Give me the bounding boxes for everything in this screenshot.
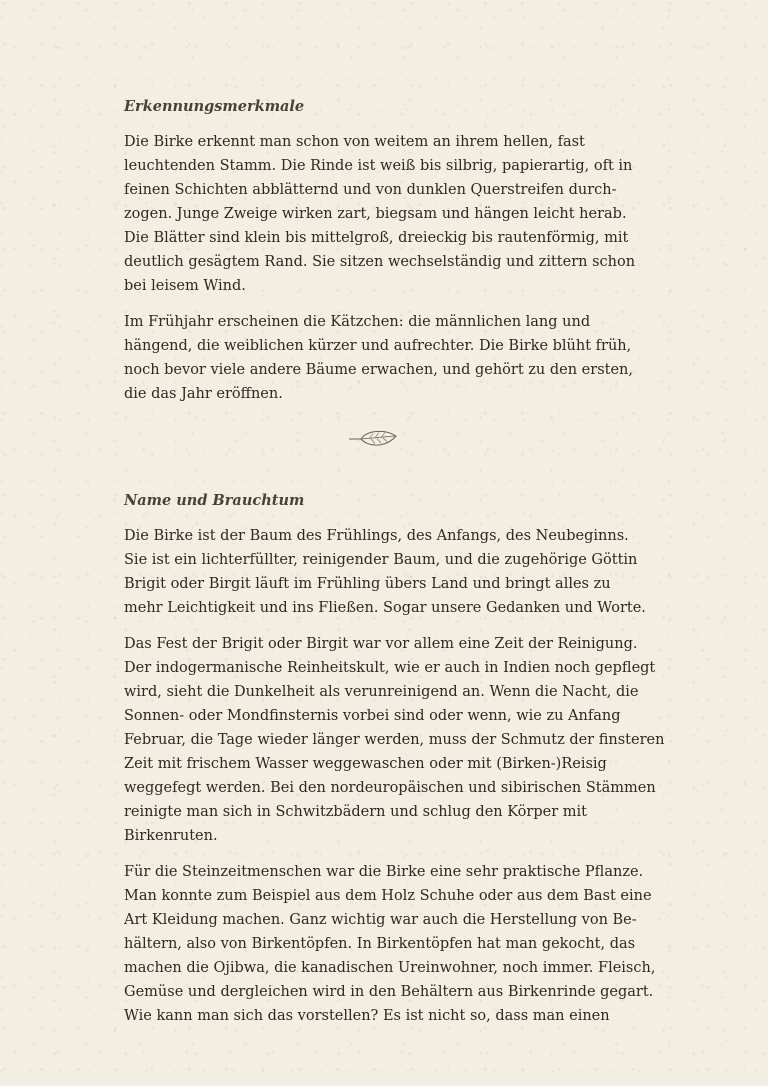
text-line: Die Blätter sind klein bis mittelgroß, dreieckig bis rautenförmig, mit bbox=[124, 230, 629, 246]
section-name-und-brauchtum bbox=[124, 490, 665, 1028]
text-line: Brigit oder Birgit läuft im Frühling übers Land und bringt alles zu bbox=[124, 576, 611, 592]
paragraph bbox=[124, 860, 656, 1028]
text-line: weggefegt werden. Bei den nordeuropäischen und sibirischen Stämmen bbox=[124, 780, 656, 796]
text-line: Sonnen- oder Mondfinsternis vorbei sind oder wenn, wie zu Anfang bbox=[124, 708, 621, 724]
text-line: leuchtenden Stamm. Die Rinde ist weiß bis silbrig, papierartig, oft in bbox=[124, 158, 633, 174]
text-line: hältern, also von Birkentöpfen. In Birkentöpfen hat man gekocht, das bbox=[124, 936, 636, 952]
text-line: deutlich gesägtem Rand. Sie sitzen wechselständig und zittern schon bbox=[124, 254, 636, 270]
section-divider bbox=[124, 428, 652, 450]
paragraph bbox=[124, 524, 652, 620]
text-line: Birkenruten. bbox=[124, 828, 218, 844]
section-title: Erkennungsmerkmale bbox=[124, 98, 305, 115]
text-line: bei leisem Wind. bbox=[124, 278, 246, 294]
document-page bbox=[124, 96, 665, 1040]
text-line: reinigte man sich in Schwitzbädern und schlug den Körper mit bbox=[124, 804, 587, 820]
text-line: noch bevor viele andere Bäume erwachen, und gehört zu den ersten, bbox=[124, 362, 633, 378]
paragraph bbox=[124, 632, 665, 848]
text-line: Der indogermanische Reinheitskult, wie er auch in Indien noch gepflegt bbox=[124, 660, 656, 676]
text-line: Februar, die Tage wieder länger werden, muss der Schmutz der finsteren bbox=[124, 732, 665, 748]
text-line: Art Kleidung machen. Ganz wichtig war auch die Herstellung von Be- bbox=[124, 912, 637, 928]
text-line: Das Fest der Brigit oder Birgit war vor allem eine Zeit der Reinigung. bbox=[124, 636, 638, 652]
text-line: Für die Steinzeitmenschen war die Birke eine sehr praktische Pflanze. bbox=[124, 864, 644, 880]
leaf-icon bbox=[347, 428, 399, 450]
paragraph bbox=[124, 130, 652, 298]
section-erkennungsmerkmale bbox=[124, 96, 652, 406]
text-line: die das Jahr eröffnen. bbox=[124, 386, 283, 402]
text-line: wird, sieht die Dunkelheit als verunreinigend an. Wenn die Nacht, die bbox=[124, 684, 639, 700]
section-title: Name und Brauchtum bbox=[124, 492, 305, 509]
text-line: Gemüse und dergleichen wird in den Behältern aus Birkenrinde gegart. bbox=[124, 984, 654, 1000]
text-line: Wie kann man sich das vorstellen? Es ist nicht so, dass man einen bbox=[124, 1008, 610, 1024]
text-line: Die Birke ist der Baum des Frühlings, des Anfangs, des Neubeginns. bbox=[124, 528, 629, 544]
text-line: machen die Ojibwa, die kanadischen Ureinwohner, noch immer. Fleisch, bbox=[124, 960, 656, 976]
text-line: Die Birke erkennt man schon von weitem an ihrem hellen, fast bbox=[124, 134, 585, 150]
text-line: feinen Schichten abblätternd und von dunklen Querstreifen durch- bbox=[124, 182, 617, 198]
text-line: Sie ist ein lichterfüllter, reinigender Baum, und die zugehörige Göttin bbox=[124, 552, 638, 568]
text-line: zogen. Junge Zweige wirken zart, biegsam und hängen leicht herab. bbox=[124, 206, 627, 222]
text-line: Zeit mit frischem Wasser weggewaschen oder mit (Birken-)Reisig bbox=[124, 756, 607, 772]
text-line: Im Frühjahr erscheinen die Kätzchen: die männlichen lang und bbox=[124, 314, 591, 330]
text-line: hängend, die weiblichen kürzer und aufrechter. Die Birke blüht früh, bbox=[124, 338, 632, 354]
text-line: mehr Leichtigkeit und ins Fließen. Sogar unsere Gedanken und Worte. bbox=[124, 600, 646, 616]
paragraph bbox=[124, 310, 652, 406]
text-line: Man konnte zum Beispiel aus dem Holz Schuhe oder aus dem Bast eine bbox=[124, 888, 652, 904]
